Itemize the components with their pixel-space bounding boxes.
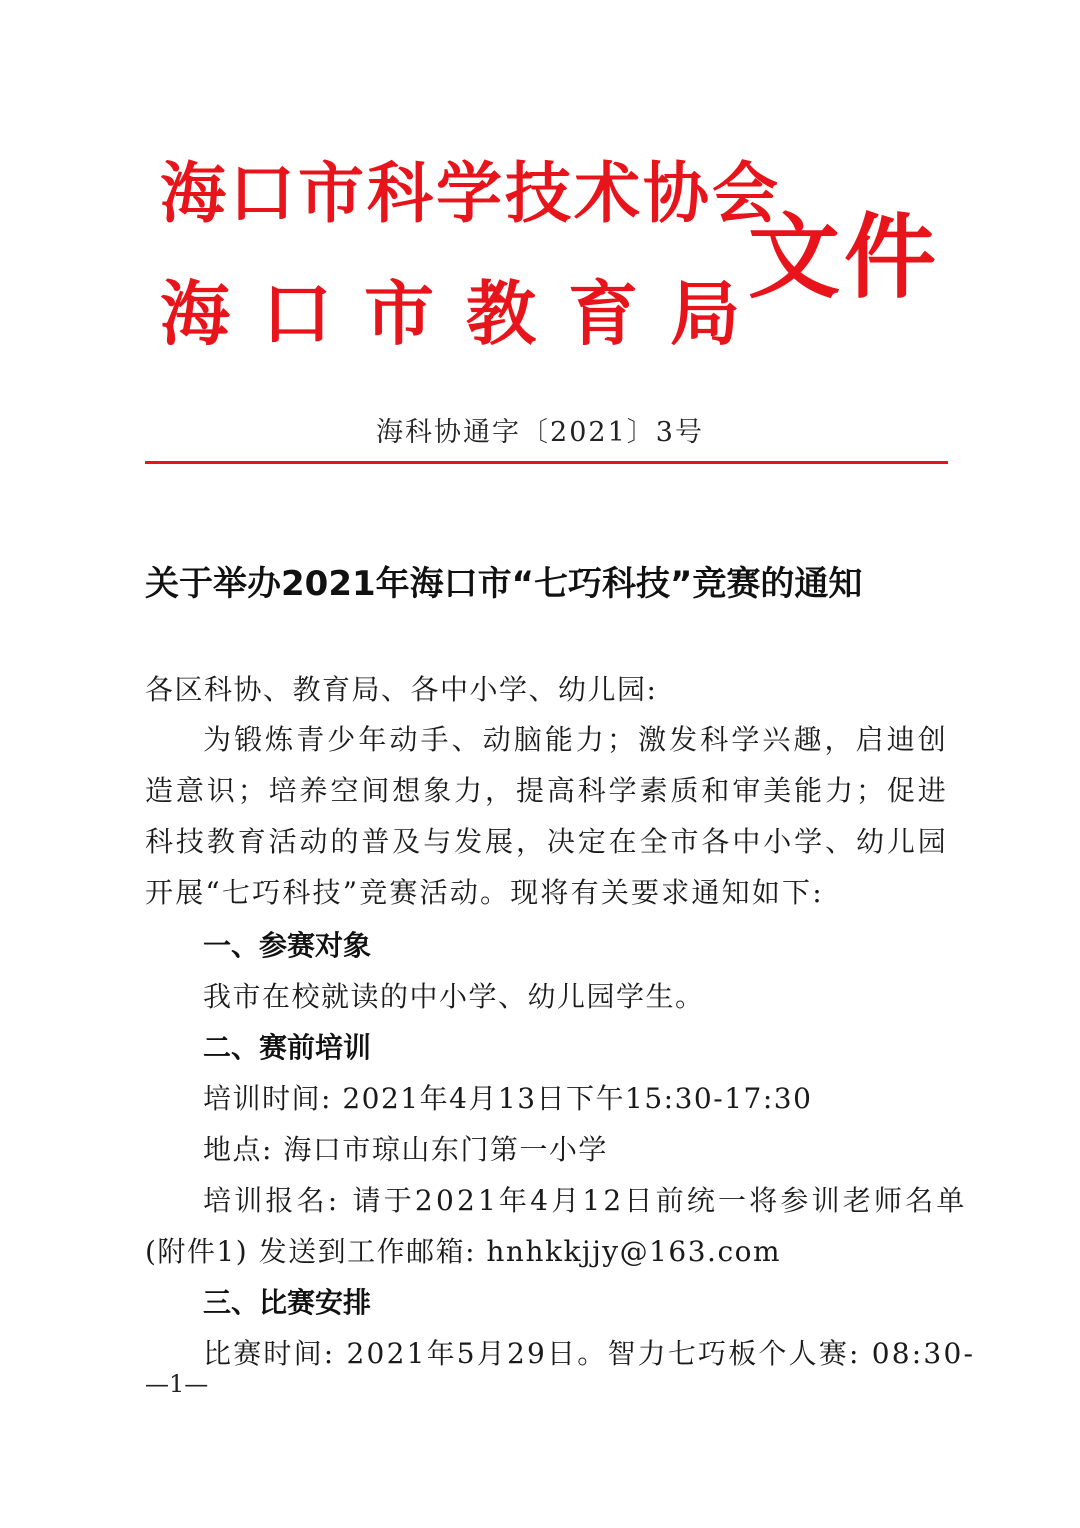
section-heading-training: 二、赛前培训: [203, 1031, 372, 1064]
salutation: 各区科协、教育局、各中小学、幼儿园:: [145, 673, 658, 706]
competition-time: 比赛时间: 2021年5月29日。智力七巧板个人赛: 08:30-: [203, 1337, 976, 1370]
issuer-line-2: 海口市教育局: [160, 272, 772, 355]
section-heading-schedule: 三、比赛安排: [203, 1286, 372, 1319]
section-heading-participants: 一、参赛对象: [203, 929, 372, 962]
document-mark: 文件: [748, 203, 941, 311]
issuer-line-1: 海口市科学技术协会: [160, 154, 781, 232]
page-number: —1—: [145, 1370, 209, 1398]
training-time: 培训时间: 2021年4月13日下午15:30-17:30: [203, 1082, 813, 1115]
training-location: 地点: 海口市琼山东门第一小学: [203, 1133, 608, 1166]
red-divider: [145, 461, 948, 464]
document-title: 关于举办2021年海口市“七巧科技”竞赛的通知: [145, 564, 863, 604]
training-registration: 培训报名: 请于2021年4月12日前统一将参训老师名单: [203, 1184, 968, 1217]
training-email: (附件1) 发送到工作邮箱: hnhkkjjy@163.com: [145, 1235, 782, 1268]
document-number: 海科协通字〔2021〕3号: [376, 417, 704, 448]
intro-paragraph: 为锻炼青少年动手、动脑能力；激发科学兴趣，启迪创造意识；培养空间想象力，提高科学素质和审美能力；促进科技教育活动的普及与发展，决定在全市各中小学、幼儿园开展“七巧科技”竞赛活动。现将有关要求通知如下:: [145, 723, 948, 909]
section-text-participants: 我市在校就读的中小学、幼儿园学生。: [203, 980, 705, 1013]
